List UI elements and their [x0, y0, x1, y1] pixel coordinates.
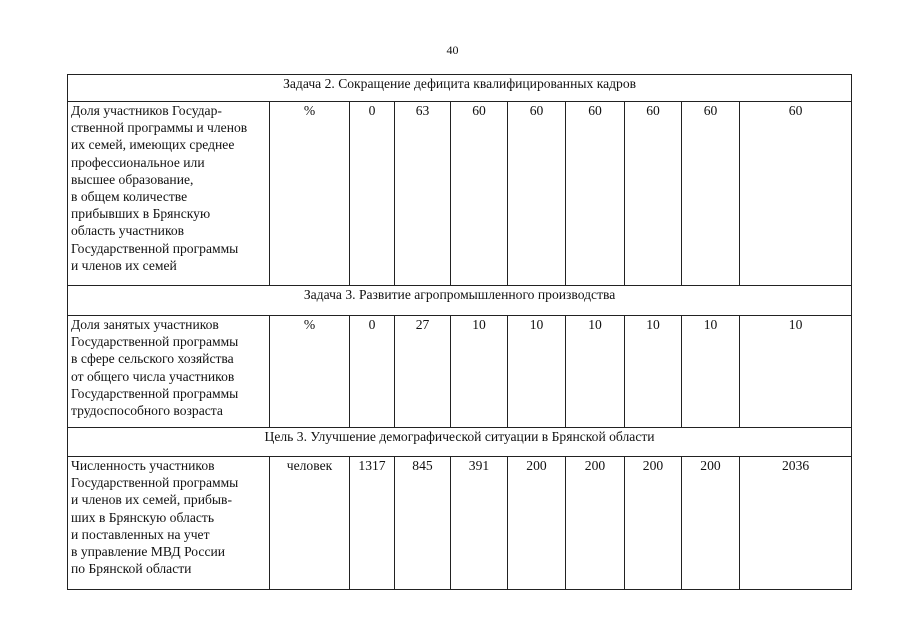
value-cell: 10 [508, 316, 566, 428]
page-number: 40 [446, 43, 459, 57]
value-cell: 0 [350, 316, 395, 428]
description-line: Доля участников Государ- [71, 103, 222, 118]
unit-cell: % [270, 102, 350, 286]
description-line: по Брянской области [71, 561, 192, 577]
section-title: Задача 3. Развитие агропромышленного производства [68, 286, 852, 316]
description-line: в управление МВД России [71, 544, 226, 560]
value-cell: 10 [682, 316, 740, 428]
value-cell: 60 [508, 102, 566, 286]
description-line: Государственной программы [71, 334, 239, 350]
description-line: их семей, имеющих среднее [71, 137, 235, 153]
value-cell: 391 [451, 457, 508, 590]
value-cell: 10 [451, 316, 508, 428]
value-cell: 63 [395, 102, 451, 286]
description-line: трудоспособного возраста [71, 403, 223, 419]
value-cell: 200 [566, 457, 625, 590]
table-row [68, 316, 852, 428]
value-cell: 10 [740, 316, 852, 428]
indicator-description [68, 316, 270, 428]
value-cell: 200 [625, 457, 682, 590]
description-line: в общем количестве [71, 189, 188, 205]
indicators-table [67, 74, 852, 590]
section-title: Задача 2. Сокращение дефицита квалифицированных кадров [68, 75, 852, 102]
description-line: Государственной программы [71, 385, 239, 401]
table-row [68, 457, 852, 590]
value-cell: 200 [508, 457, 566, 590]
description-line: и членов их семей [71, 257, 177, 273]
value-cell: 1317 [350, 457, 395, 590]
description-line: высшее образование, [71, 171, 194, 187]
indicator-description [68, 102, 270, 286]
value-cell: 0 [350, 102, 395, 286]
section-header-row [68, 428, 852, 457]
description-line: прибывших в Брянскую [71, 206, 211, 222]
section-header-row [68, 286, 852, 316]
description-line: ших в Брянскую область [71, 509, 215, 525]
value-cell: 10 [566, 316, 625, 428]
description-line: Государственной программы [71, 240, 239, 256]
value-cell: 10 [625, 316, 682, 428]
value-cell: 200 [682, 457, 740, 590]
indicator-description [68, 457, 270, 590]
description-line: ственной программы и членов [71, 120, 248, 136]
description-line: Государственной программы [71, 475, 239, 491]
value-cell: 60 [682, 102, 740, 286]
value-cell: 60 [740, 102, 852, 286]
unit-cell: % [270, 316, 350, 428]
value-cell: 60 [451, 102, 508, 286]
value-cell: 2036 [740, 457, 852, 590]
section-header-row [68, 75, 852, 102]
table-row [68, 102, 852, 286]
value-cell: 60 [625, 102, 682, 286]
section-title: Цель 3. Улучшение демографической ситуации в Брянской области [68, 428, 852, 457]
value-cell: 845 [395, 457, 451, 590]
value-cell: 60 [566, 102, 625, 286]
description-line: от общего числа участников [71, 368, 235, 384]
description-line: в сфере сельского хозяйства [71, 351, 234, 367]
description-line: область участников [71, 223, 185, 239]
description-line: профессиональное или [71, 154, 205, 170]
description-line: Численность участников [71, 458, 215, 473]
value-cell: 27 [395, 316, 451, 428]
description-line: и членов их семей, прибыв- [71, 492, 232, 508]
unit-cell: человек [270, 457, 350, 590]
description-line: Доля занятых участников [71, 317, 219, 332]
description-line: и поставленных на учет [71, 526, 210, 542]
